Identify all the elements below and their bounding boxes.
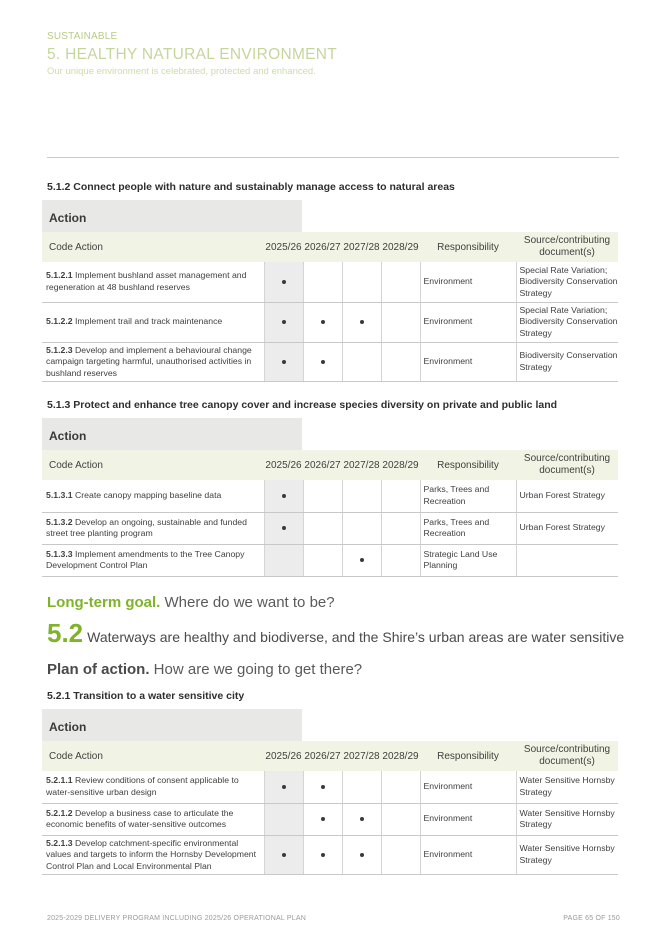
action-cell [42,480,264,512]
col-2026-27: 2026/27 [303,741,342,771]
year-cell [303,803,342,835]
col-2027-28: 2027/28 [342,232,381,262]
table-row [42,302,618,342]
col-responsibility: Responsibility [420,741,516,771]
responsibility-cell: Environment [420,262,516,302]
table-row [42,342,618,382]
col-2025-26: 2025/26 [264,741,303,771]
year-cell [264,835,303,875]
goal-number: 5.2 [47,618,84,648]
action-table-521 [42,709,618,875]
scheduled-dot [282,280,286,284]
year-cell [303,835,342,875]
scheduled-dot [321,853,325,857]
plan-of-action-heading [47,661,362,678]
year-cell [342,803,381,835]
col-source: Source/contributing document(s) [516,741,618,771]
col-responsibility: Responsibility [420,232,516,262]
table-row [42,480,618,512]
year-cell [303,771,342,803]
plan-label: Plan of action. [47,661,150,678]
col-2028-29: 2028/29 [381,741,420,771]
action-text: Develop a business case to articulate the economic benefits of water-sensitive outcomes [46,807,234,829]
col-2025-26: 2025/26 [264,232,303,262]
responsibility-cell: Environment [420,835,516,875]
table-row [42,544,618,576]
action-cell [42,835,264,875]
page-header [47,30,337,78]
action-code: 5.2.1.2 [46,807,73,818]
action-table-513 [42,418,618,577]
action-text: Implement bushland asset management and regeneration at 48 bushland reserves [46,270,247,292]
action-header: Action [42,200,302,232]
long-term-goal-heading [47,594,335,611]
action-text: Implement amendments to the Tree Canopy Development Control Plan [46,548,245,570]
year-cell [342,512,381,544]
header-divider [47,157,619,158]
action-cell [42,512,264,544]
table-row [42,803,618,835]
scheduled-dot [282,526,286,530]
year-cell [264,771,303,803]
action-text: Implement trail and track maintenance [72,316,223,327]
source-cell: Water Sensitive Hornsby Strategy [516,803,618,835]
table-row [42,835,618,875]
action-text: Create canopy mapping baseline data [72,490,222,500]
action-cell [42,544,264,576]
source-cell: Water Sensitive Hornsby Strategy [516,835,618,875]
action-code: 5.2.1.1 [46,775,73,786]
year-cell [342,342,381,382]
table-header-row [42,741,618,771]
scheduled-dot [321,785,325,789]
action-table-512 [42,200,618,382]
source-cell: Water Sensitive Hornsby Strategy [516,771,618,803]
goal-label: Long-term goal. [47,594,161,611]
responsibility-cell: Environment [420,342,516,382]
header-subtitle: Our unique environment is celebrated, protected and enhanced. [47,66,316,77]
col-responsibility: Responsibility [420,450,516,480]
responsibility-cell: Parks, Trees and Recreation [420,480,516,512]
responsibility-cell: Parks, Trees and Recreation [420,512,516,544]
scheduled-dot [321,320,325,324]
action-cell [42,342,264,382]
action-code: 5.1.3.1 [46,490,73,500]
col-code-action: Code Action [42,741,264,771]
year-cell [381,262,420,302]
footer-page-number: PAGE 65 OF 150 [563,915,620,922]
action-text: Develop catchment-specific environmental values and targets to inform the Hornsby Development Control Plan and Local Environmental Plan [46,837,257,871]
col-2026-27: 2026/27 [303,232,342,262]
year-cell [381,302,420,342]
scheduled-dot [282,360,286,364]
year-cell [264,803,303,835]
year-cell [303,544,342,576]
action-cell [42,803,264,835]
scheduled-dot [282,853,286,857]
year-cell [303,342,342,382]
action-cell [42,771,264,803]
action-text: Develop and implement a behavioural change campaign targeting harmful, unauthorised activities in bushland reserves [46,344,252,378]
scheduled-dot [282,320,286,324]
year-cell [381,512,420,544]
goal-text: Waterways are healthy and biodiverse, and the Shire’s urban areas are water sensitive [87,629,625,645]
action-code: 5.1.3.2 [46,516,73,527]
year-cell [381,803,420,835]
responsibility-cell: Environment [420,803,516,835]
source-cell: Biodiversity Conservation Strategy [516,342,618,382]
scheduled-dot [360,320,364,324]
year-cell [342,302,381,342]
action-text: Review conditions of consent applicable to water-sensitive urban design [46,775,239,797]
scheduled-dot [321,360,325,364]
col-code-action: Code Action [42,450,264,480]
year-cell [381,480,420,512]
source-cell: Special Rate Variation; Biodiversity Conservation Strategy [516,262,618,302]
action-header: Action [42,709,302,741]
footer-document-title: 2025-2029 DELIVERY PROGRAM INCLUDING 2025/26 OPERATIONAL PLAN [47,915,306,922]
year-cell [264,544,303,576]
header-category: SUSTAINABLE [47,31,118,42]
col-2026-27: 2026/27 [303,450,342,480]
scheduled-dot [282,494,286,498]
responsibility-cell: Strategic Land Use Planning [420,544,516,576]
year-cell [381,342,420,382]
source-cell: Special Rate Variation; Biodiversity Conservation Strategy [516,302,618,342]
table-row [42,771,618,803]
year-cell [264,302,303,342]
scheduled-dot [360,853,364,857]
scheduled-dot [321,817,325,821]
col-2025-26: 2025/26 [264,450,303,480]
year-cell [342,262,381,302]
year-cell [264,342,303,382]
responsibility-cell: Environment [420,302,516,342]
goal-statement [47,618,624,649]
year-cell [303,512,342,544]
year-cell [264,262,303,302]
section-title-513: 5.1.3 Protect and enhance tree canopy cover and increase species diversity on private and public land [47,399,558,411]
col-2028-29: 2028/29 [381,450,420,480]
year-cell [342,835,381,875]
table-row [42,512,618,544]
goal-question: Where do we want to be? [160,594,335,611]
year-cell [381,544,420,576]
action-code: 5.1.2.1 [46,270,73,281]
action-header: Action [42,418,302,450]
action-code: 5.1.2.2 [46,316,73,327]
table-header-row [42,450,618,480]
table-row [42,262,618,302]
section-title-512: 5.1.2 Connect people with nature and sustainably manage access to natural areas [47,181,455,193]
year-cell [303,262,342,302]
scheduled-dot [282,785,286,789]
year-cell [381,771,420,803]
source-cell [516,544,618,576]
year-cell [381,835,420,875]
col-code-action: Code Action [42,232,264,262]
source-cell: Urban Forest Strategy [516,480,618,512]
scheduled-dot [360,558,364,562]
year-cell [303,480,342,512]
col-source: Source/contributing document(s) [516,232,618,262]
year-cell [342,480,381,512]
action-code: 5.1.3.3 [46,548,73,559]
col-2027-28: 2027/28 [342,450,381,480]
section-title-521: 5.2.1 Transition to a water sensitive city [47,690,245,702]
action-code: 5.2.1.3 [46,837,73,848]
action-text: Develop an ongoing, sustainable and funded street tree planting program [46,516,247,538]
header-title: 5. HEALTHY NATURAL ENVIRONMENT [47,46,338,63]
action-cell [42,302,264,342]
year-cell [264,512,303,544]
year-cell [342,771,381,803]
year-cell [264,480,303,512]
col-2027-28: 2027/28 [342,741,381,771]
year-cell [303,302,342,342]
plan-question: How are we going to get there? [149,661,363,678]
action-cell [42,262,264,302]
col-source: Source/contributing document(s) [516,450,618,480]
col-2028-29: 2028/29 [381,232,420,262]
year-cell [342,544,381,576]
source-cell: Urban Forest Strategy [516,512,618,544]
table-header-row [42,232,618,262]
responsibility-cell: Environment [420,771,516,803]
scheduled-dot [360,817,364,821]
action-code: 5.1.2.3 [46,344,73,355]
